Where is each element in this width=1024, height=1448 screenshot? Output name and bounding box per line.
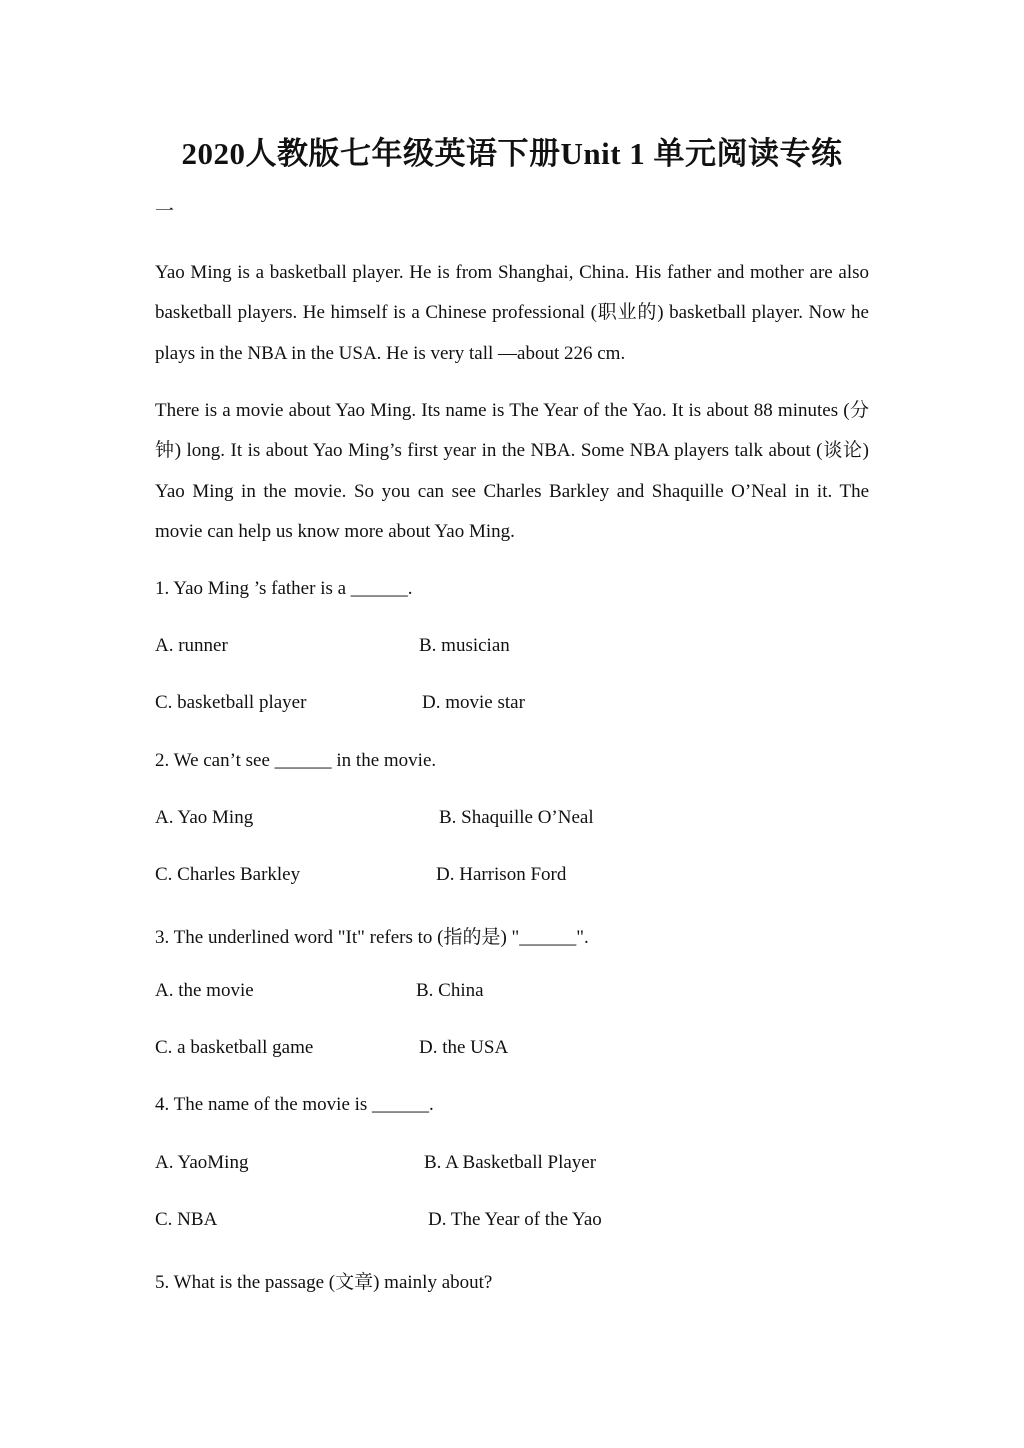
question-4-option-d: D. The Year of the Yao xyxy=(428,1209,602,1230)
question-4-text: 4. The name of the movie is ______. xyxy=(155,1094,434,1115)
question-2-option-b: B. Shaquille O’Neal xyxy=(439,807,594,828)
question-2-option-d: D. Harrison Ford xyxy=(436,864,567,885)
question-1-option-a: A. runner xyxy=(155,635,228,656)
section-number: 一 xyxy=(155,201,175,222)
question-2-option-a: A. Yao Ming xyxy=(155,807,254,828)
question-3-option-c: C. a basketball game xyxy=(155,1037,314,1058)
question-4-option-c: C. NBA xyxy=(155,1209,218,1230)
question-1-option-d: D. movie star xyxy=(422,692,525,713)
page-title: 2020人教版七年级英语下册Unit 1 单元阅读专练 xyxy=(181,136,843,171)
question-1-option-c: C. basketball player xyxy=(155,692,307,713)
question-3-text: 3. The underlined word "It" refers to (指的是) "______". xyxy=(155,927,589,948)
question-5-text: 5. What is the passage (文章) mainly about? xyxy=(155,1272,493,1293)
question-2-text: 2. We can’t see ______ in the movie. xyxy=(155,750,437,771)
question-3-option-d: D. the USA xyxy=(419,1037,509,1058)
passage-paragraph-1: Yao Ming is a basketball player. He is from Shanghai, China. His father and mother are also basketball players. He himself is a Chinese professional (职业的) basketball player. Now he plays in the NBA in the USA. He is very tall —about 226 cm. xyxy=(155,262,869,364)
question-4-option-a: A. YaoMing xyxy=(155,1152,249,1173)
question-4-option-b: B. A Basketball Player xyxy=(424,1152,597,1173)
question-1-text: 1. Yao Ming ’s father is a ______. xyxy=(155,578,413,599)
question-2-option-c: C. Charles Barkley xyxy=(155,864,301,885)
question-3-option-a: A. the movie xyxy=(155,980,254,1001)
question-3-option-b: B. China xyxy=(416,980,484,1001)
passage-paragraph-2: There is a movie about Yao Ming. Its name is The Year of the Yao. It is about 88 minutes (分钟) long. It is about Yao Ming’s first year in the NBA. Some NBA players talk about (谈论) Yao Ming in the movie. So you can see Charles Barkley and Shaquille O’Neal in it. The movie can help us know more about Yao Ming. xyxy=(155,400,869,542)
question-1-option-b: B. musician xyxy=(419,635,510,656)
